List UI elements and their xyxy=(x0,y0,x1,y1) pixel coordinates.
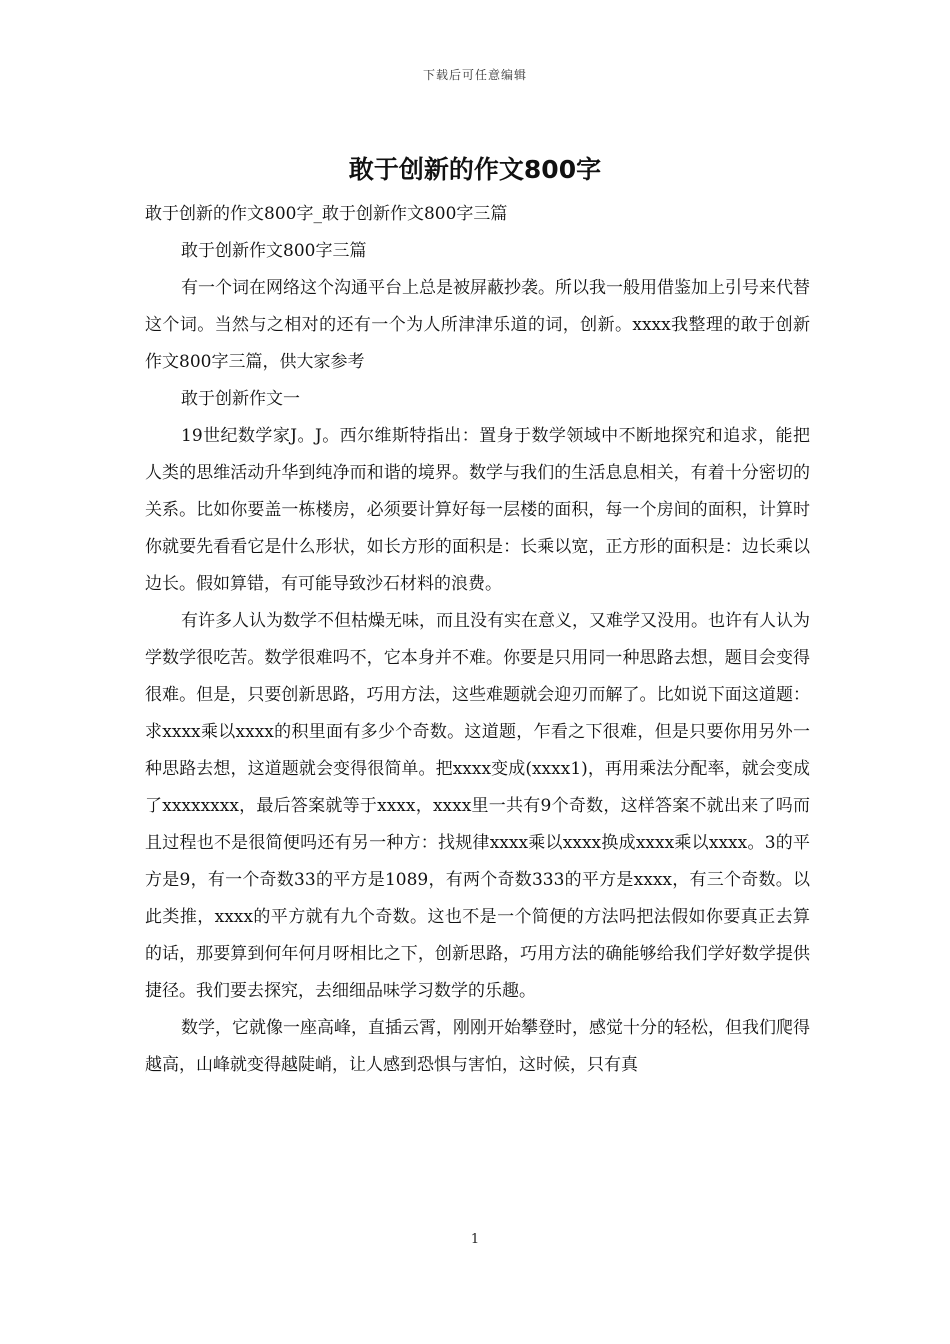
intro-paragraph: 有一个词在网络这个沟通平台上总是被屏蔽抄袭。所以我一般用借鉴加上引号来代替这个词。当然与之相对的还有一个为人所津津乐道的词，创新。xxxx我整理的敢于创新作文800字三篇，供大家参考 xyxy=(145,278,810,372)
essay-heading: 敢于创新作文一 xyxy=(181,389,300,409)
subtitle-line: 敢于创新的作文800字_敢于创新作文800字三篇 xyxy=(145,204,508,224)
body-paragraph: 数学，它就像一座高峰，直插云霄，刚刚开始攀登时，感觉十分的轻松，但我们爬得越高，山峰就变得越陡峭，让人感到恐惧与害怕，这时候，只有真 xyxy=(145,1018,810,1075)
document-title: 敢于创新的作文800字 xyxy=(348,155,602,184)
section-heading: 敢于创新作文800字三篇 xyxy=(181,241,367,261)
header-note: 下载后可任意编辑 xyxy=(422,68,527,82)
body-paragraph: 19世纪数学家J。J。西尔维斯特指出：置身于数学领域中不断地探究和追求，能把人类的思维活动升华到纯净而和谐的境界。数学与我们的生活息息相关，有着十分密切的关系。比如你要盖一栋楼房，必须要计算好每一层楼的面积，每一个房间的面积，计算时你就要先看看它是什么形状，如长方形的面积是：长乘以宽，正方形的面积是：边长乘以边长。假如算错，有可能导致沙石材料的浪费。 xyxy=(145,426,810,594)
page-number: 1 xyxy=(470,1232,480,1247)
body-paragraph: 有许多人认为数学不但枯燥无味，而且没有实在意义，又难学又没用。也许有人认为学数学很吃苦。数学很难吗不，它本身并不难。你要是只用同一种思路去想，题目会变得很难。但是，只要创新思路，巧用方法，这些难题就会迎刃而解了。比如说下面这道题：求xxxx乘以xxxx的积里面有多少个奇数。这道题，乍看之下很难，但是只要你用另外一种思路去想，这道题就会变得很简单。把xxxx变成(xxxx1)，再用乘法分配率，就会变成了xxxxxxxx，最后答案就等于xxxx，xxxx里一共有9个奇数，这样答案不就出来了吗而且过程也不是很简便吗还有另一种方：找规律xxxx乘以xxxx换成xxxx乘以xxxx。3的平方是9，有一个奇数33的平方是1089，有两个奇数333的平方是xxxx，有三个奇数。以此类推，xxxx的平方就有九个奇数。这也不是一个简便的方法吗把法假如你要真正去算的话，那要算到何年何月呀相比之下，创新思路，巧用方法的确能够给我们学好数学提供捷径。我们要去探究，去细细品味学习数学的乐趣。 xyxy=(145,611,810,1001)
document-body xyxy=(145,196,810,1084)
